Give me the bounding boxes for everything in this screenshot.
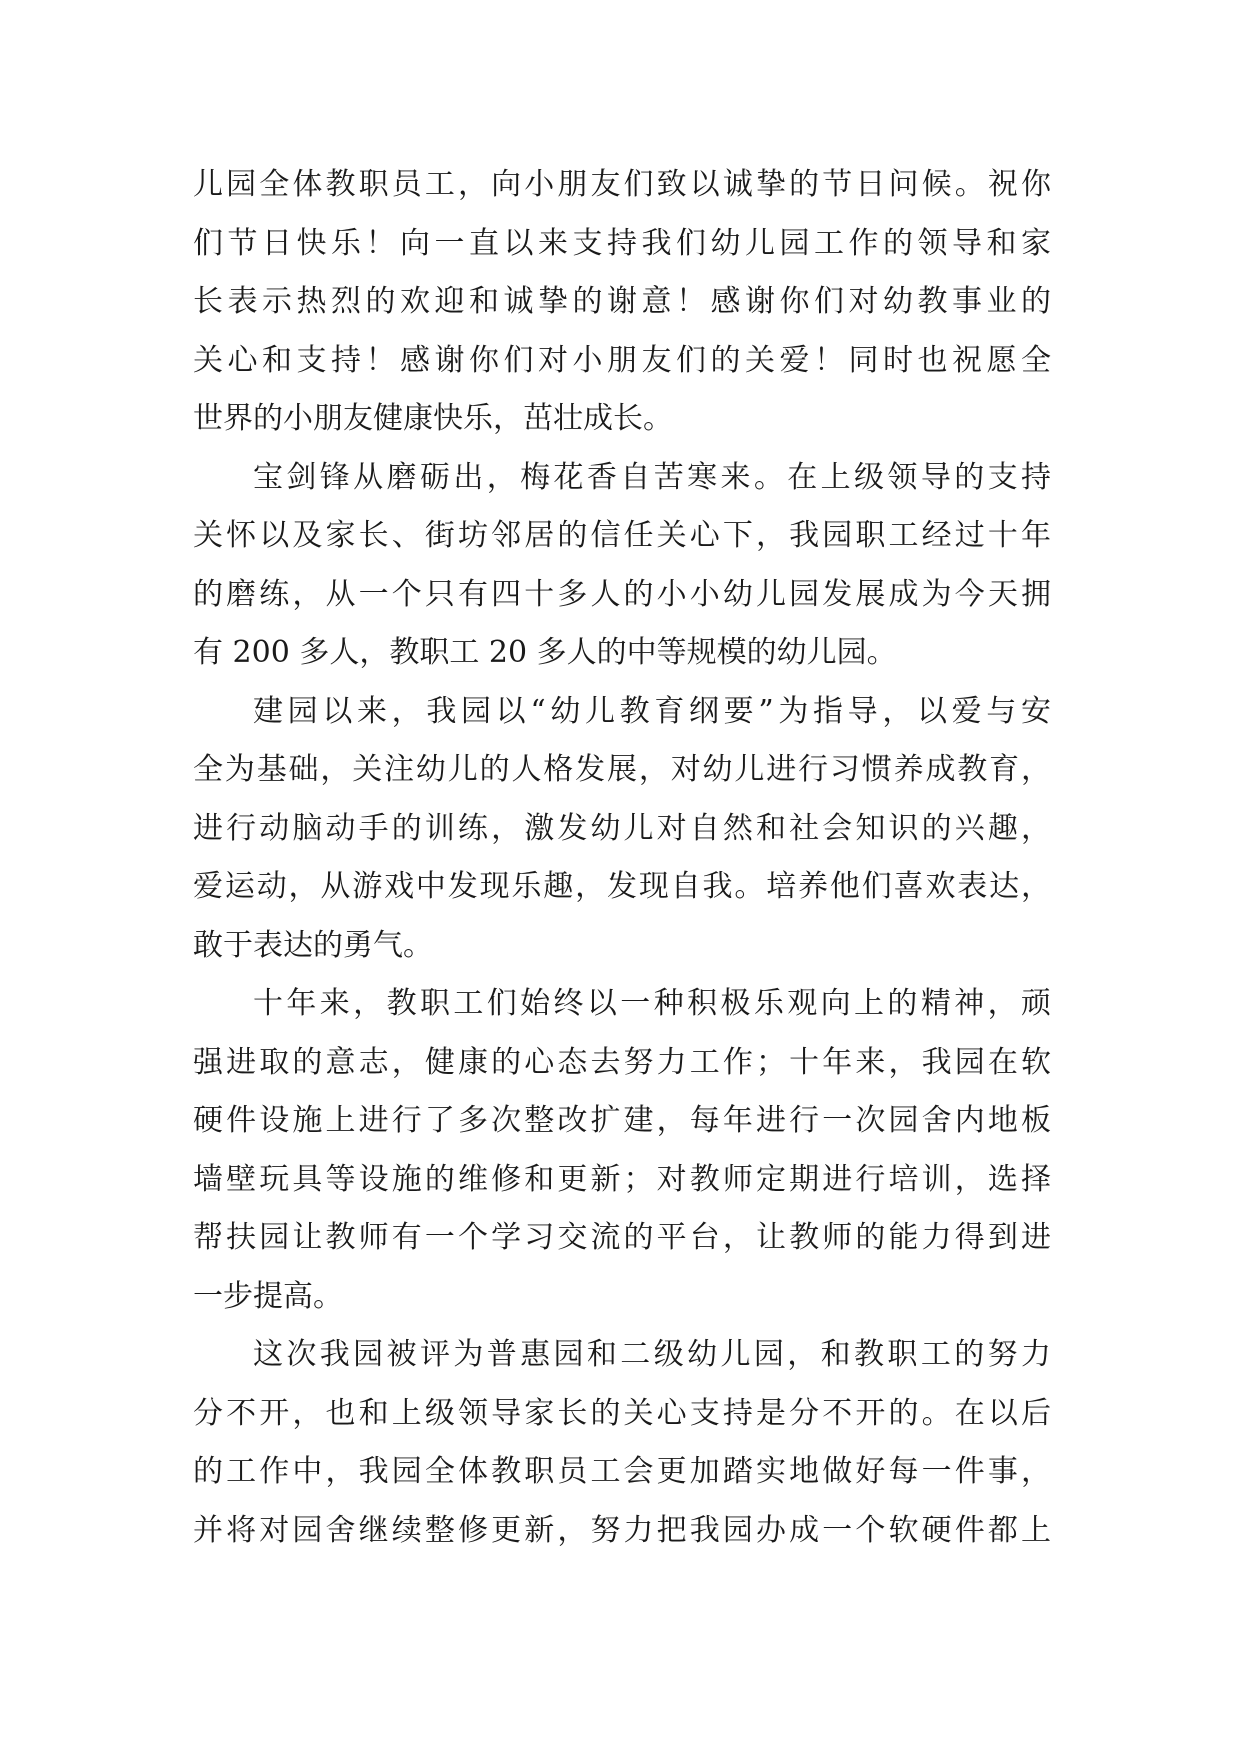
text-line: 分不开，也和上级领导家长的关心支持是分不开的。在以后: [193, 1395, 1051, 1431]
text-line: 世界的小朋友健康快乐，茁壮成长。: [193, 401, 673, 436]
text-line: 一步提高。: [193, 1278, 343, 1314]
text-line: 这次我园被评为普惠园和二级幼儿园，和教职工的努力: [253, 1337, 1051, 1372]
text-line: 宝剑锋从磨砺出，梅花香自苦寒来。在上级领导的支持: [253, 459, 1051, 495]
text-line: 关心和支持！感谢你们对小朋友们的关爱！同时也祝愿全: [193, 342, 1051, 378]
text-line: 有 200 多人，教职工 20 多人的中等规模的幼儿园。: [193, 635, 897, 670]
text-line: 敢于表达的勇气。: [193, 927, 433, 963]
text-line: 十年来，教职工们始终以一种积极乐观向上的精神，顽: [253, 986, 1051, 1021]
text-line: 关怀以及家长、街坊邻居的信任关心下，我园职工经过十年: [193, 518, 1051, 553]
text-line: 墙壁玩具等设施的维修和更新；对教师定期进行培训，选择: [193, 1161, 1051, 1197]
text-line: 建园以来，我园以“幼儿教育纲要”为指导，以爱与安: [253, 693, 1051, 729]
text-line: 全为基础，关注幼儿的人格发展，对幼儿进行习惯养成教育，: [193, 752, 1051, 787]
text-line: 长表示热烈的欢迎和诚挚的谢意！感谢你们对幼教事业的: [193, 284, 1051, 319]
text-line: 硬件设施上进行了多次整改扩建，每年进行一次园舍内地板: [193, 1103, 1051, 1138]
paragraph-2: [193, 449, 1051, 683]
text-line: 帮扶园让教师有一个学习交流的平台，让教师的能力得到进: [193, 1220, 1051, 1255]
text-line: 们节日快乐！向一直以来支持我们幼儿园工作的领导和家: [193, 225, 1051, 261]
text-line: 儿园全体教职员工，向小朋友们致以诚挚的节日问候。祝你: [193, 167, 1051, 202]
text-line: 并将对园舍继续整修更新，努力把我园办成一个软硬件都上: [193, 1512, 1051, 1548]
text-line: 进行动脑动手的训练，激发幼儿对自然和社会知识的兴趣，: [193, 810, 1051, 846]
paragraph-1: [193, 156, 1051, 449]
text-line: 爱运动，从游戏中发现乐趣，发现自我。培养他们喜欢表达，: [193, 869, 1051, 904]
text-line: 的工作中，我园全体教职员工会更加踏实地做好每一件事，: [193, 1454, 1051, 1489]
text-line: 强进取的意志，健康的心态去努力工作；十年来，我园在软: [193, 1044, 1051, 1080]
paragraph-3: [193, 683, 1051, 976]
document-body: [193, 156, 1051, 1560]
paragraph-4: [193, 975, 1051, 1326]
text-line: 的磨练，从一个只有四十多人的小小幼儿园发展成为今天拥: [193, 576, 1051, 612]
paragraph-5: [193, 1326, 1051, 1560]
